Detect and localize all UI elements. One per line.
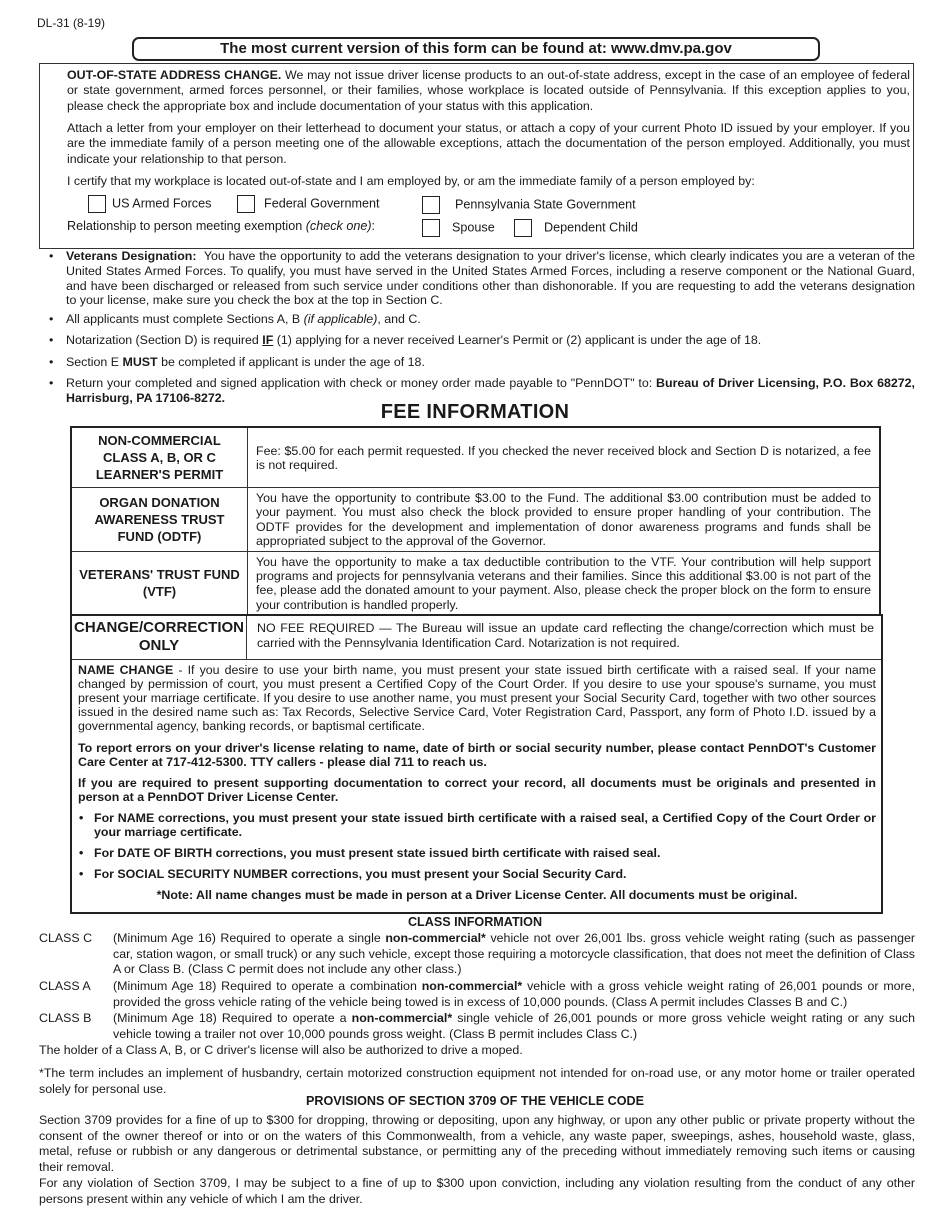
sections-tail: , and C. — [377, 312, 421, 326]
employer-us-armed-forces[interactable] — [88, 195, 211, 213]
class-c-description — [113, 931, 915, 978]
checkbox-federal-government[interactable] — [237, 195, 255, 213]
relationship-dependent-child[interactable] — [514, 219, 638, 237]
relationship-colon: : — [371, 219, 376, 233]
provisions-paragraph-2: For any violation of Section 3709, I may be subject to a fine of up to $300 upon conviction, including any violation resulting from the conduct of any other persons present within any vehicle of which I am the driver. — [39, 1176, 915, 1206]
change-correction-note: NO FEE REQUIRED — The Bureau will issue an update card reflecting the change/correction which must be carried with the Pennsylvania Identification Card. Notarization is not required. — [257, 621, 874, 650]
class-a-row — [39, 979, 915, 1010]
relationship-spouse[interactable] — [422, 219, 495, 237]
bullet-return: • Return your completed and signed application with check or money order made payable to "PennDOT" to: Bureau of Driver Licensing, P.O. Box 68272, Harrisburg, PA 17106-8272. — [49, 376, 915, 405]
supporting-docs-paragraph: If you are required to present supporting documentation to correct your record, all documents must be originals and presented in person at a PennDOT Driver License Center. — [78, 776, 876, 804]
class-b-row — [39, 1011, 915, 1042]
return-text: Return your completed and signed application with check or money order made payable to "PennDOT" to: — [66, 376, 653, 390]
name-change-paragraph — [78, 664, 876, 734]
sections-optional: (if applicable) — [303, 312, 378, 326]
form-url-banner: The most current version of this form can be found at: www.dmv.pa.gov — [132, 37, 820, 61]
bullet-section-e: • Section E MUST be completed if applicant is under the age of 18. — [49, 355, 425, 369]
class-c-row — [39, 931, 915, 978]
form-id: DL-31 (8-19) — [37, 16, 106, 30]
moped-note: The holder of a Class A, B, or C driver's license will also be authorized to drive a moped. — [39, 1043, 523, 1057]
oos-heading: OUT-OF-STATE ADDRESS CHANGE. — [67, 68, 282, 82]
label-dependent-child: Dependent Child — [544, 220, 638, 235]
provisions-paragraph-1: Section 3709 provides for a fine of up to $300 for dropping, throwing or depositing, upon any highway, or upon any other public or private property without the consent of the owner thereof or into or on the waters of this Commonwealth, from a vehicle, any waste paper, sweepings, ashes, household waste, glass, metal, refuse or rubbish or any dangerous or detrimental substance, or permitting any of the preceding without immediately removing such items or causing their removal. — [39, 1113, 915, 1174]
class-b-key: CLASS B — [39, 1011, 92, 1025]
out-of-state-section — [39, 63, 914, 249]
fee-information-title: FEE INFORMATION — [380, 401, 570, 423]
correction-item-text: For NAME corrections, you must present your state issued birth certificate with a raised seal, a Certified Copy of the Court Order or your marriage certificate. — [94, 811, 876, 839]
section-e-must: MUST — [122, 355, 158, 369]
correction-footnote: *Note: All name changes must be made in person at a Driver License Center. All documents must be original. — [156, 888, 798, 902]
term-note: *The term includes an implement of husbandry, certain motorized construction equipment not intended for on-road use, or any motor home or trailer operated solely for personal use. — [39, 1066, 915, 1096]
relationship-prefix: Relationship to person meeting exemption — [67, 219, 303, 233]
correction-item-text: For DATE OF BIRTH corrections, you must present state issued birth certificate with raised seal. — [94, 846, 661, 860]
change-correction-section — [70, 614, 883, 914]
errors-paragraph: To report errors on your driver's license relating to name, date of birth or social security number, please contact PennDOT's Customer Care Center at 717-412-5300. TTY callers - please dial 711 to reach us. — [78, 741, 876, 769]
checkbox-spouse[interactable] — [422, 219, 440, 237]
name-change-heading: NAME CHANGE — [78, 663, 174, 677]
employer-federal-government[interactable] — [237, 195, 380, 213]
fee-row-odtf — [71, 488, 880, 552]
fee-text: Fee: $5.00 for each permit requested. If you checked the never received block and Section D is notarized, a fee is not required. — [248, 427, 881, 488]
checkbox-us-armed-forces[interactable] — [88, 195, 106, 213]
provisions-title: PROVISIONS OF SECTION 3709 OF THE VEHICLE CODE — [306, 1094, 644, 1108]
class-c-noncommercial: non-commercial* — [385, 931, 486, 945]
class-c-text: (Minimum Age 16) Required to operate a single — [113, 931, 381, 945]
class-b-tail: single vehicle of 26,001 pounds or more gross vehicle weight rating or any such vehicle towing a trailer not over 10,000 pounds gross weight. (Class B permit includes Class C.) — [113, 1011, 915, 1041]
section-e-text: Section E — [66, 355, 120, 369]
checkbox-pa-state-government[interactable] — [422, 196, 440, 214]
notary-tail: (1) applying for a never received Learner's Permit or (2) applicant is under the age of 18. — [276, 333, 762, 347]
label-us-armed-forces: US Armed Forces — [112, 196, 212, 211]
change-correction-header — [72, 616, 881, 660]
employer-pa-state-government[interactable] — [422, 196, 636, 214]
class-b-text: (Minimum Age 18) Required to operate a — [113, 1011, 347, 1025]
relationship-row — [67, 219, 375, 233]
fee-text: You have the opportunity to contribute $3.00 to the Fund. The additional $3.00 contribution must be added to your payment. You must also check the block provided to ensure proper handling of your contribution. The ODTF provides for the development and implementation of donor awareness programs and funds shall be appropriated subject to the approval of the Governor. — [248, 488, 881, 552]
class-c-tail: vehicle not over 26,001 lbs. gross vehicle weight rating (such as passenger car, station wagon, or small truck) or any such vehicle, except those requiring a motorcycle classification, that does not meet the definition of Class A or Class B. (Class C permit does not include any other class.) — [113, 931, 916, 977]
correction-item-ssn: • For SOCIAL SECURITY NUMBER corrections, you must present your Social Security Card. — [79, 867, 627, 881]
veterans-heading: Veterans Designation: — [66, 249, 197, 263]
oos-paragraph-1 — [67, 68, 910, 114]
bullet-sections: • All applicants must complete Sections A, B (if applicable), and C. — [49, 312, 421, 326]
instructions-list — [45, 249, 915, 409]
fee-text: You have the opportunity to make a tax deductible contribution to the VTF. Your contribution will help support programs and projects for pennsylvania veterans and their families. Since this additional $3.00 is not part of the fee, please add the donated amount to your payment. Also, please check the proper block on the form to ensure your contribution is handled properly. — [248, 551, 881, 615]
section-e-tail: be completed if applicant is under the age of 18. — [161, 355, 425, 369]
class-a-tail: vehicle with a gross vehicle weight rating of 26,001 pounds or more, provided the gross vehicle rating of the vehicle being towed is in excess of 10,000 pounds. (Class A permit includes Classes B and C.) — [113, 979, 915, 1009]
fee-table — [70, 426, 881, 616]
class-a-description — [113, 979, 915, 1010]
oos-text-1: We may not issue driver license products to an out-of-state address, except in the case of an employee of federal or state government, armed forces personnel, or their families, whose workplace is located outside of Pennsylvania. If this exception applies to you, please check the appropriate box and include documentation of your status with this application. — [67, 68, 910, 113]
class-b-description — [113, 1011, 915, 1042]
checkbox-dependent-child[interactable] — [514, 219, 532, 237]
correction-item-dob: • For DATE OF BIRTH corrections, you must present state issued birth certificate with raised seal. — [79, 846, 661, 860]
return-address: Bureau of Driver Licensing, P.O. Box 68272, Harrisburg, PA 17106-8272. — [66, 376, 915, 405]
label-spouse: Spouse — [452, 220, 495, 235]
notary-text: Notarization (Section D) is required — [66, 333, 259, 347]
veterans-text: You have the opportunity to add the veterans designation to your driver's license, which clearly indicates you are a veteran of the United States Armed Forces. To qualify, you must have served in the United States Armed Forces, including a reserve component or the National Guard, and have been discharged or released from such service under conditions other than dishonorable. If you are requesting to add the veterans designation to your license, make sure you check the box at the top in Section C. — [66, 249, 916, 308]
class-a-noncommercial: non-commercial* — [421, 979, 523, 993]
label-pa-state-government: Pennsylvania State Government — [455, 197, 636, 212]
fee-label: ORGAN DONATION AWARENESS TRUST FUND (ODTF) — [71, 488, 248, 552]
fee-label: VETERANS' TRUST FUND (VTF) — [71, 551, 248, 615]
bullet-veterans: • Veterans Designation: You have the opportunity to add the veterans designation to your driver's license, which clearly indicates you are a veteran of the United States Armed Forces. To qualify, you must have served in the United States Armed Forces, including a reserve component or the National Guard, and have been discharged or released from such service under conditions other than dishonorable. If you are requesting to add the veterans designation to your license, make sure you check the box at the top in Section C. — [49, 249, 916, 308]
class-a-text: (Minimum Age 18) Required to operate a combination — [113, 979, 417, 993]
relationship-hint: (check one) — [305, 219, 372, 233]
oos-certify: I certify that my workplace is located out-of-state and I am employed by, or am the immediate family of a person employed by: — [67, 174, 755, 188]
bullet-notarization: • Notarization (Section D) is required IF (1) applying for a never received Learner's Permit or (2) applicant is under the age of 18. — [49, 333, 762, 347]
label-federal-government: Federal Government — [264, 196, 380, 211]
name-change-text: - If you desire to use your birth name, you must present your state issued birth certificate with a raised seal. If your name changed by permission of court, you must present a Certified Copy of the Court Order. If you desire to use your spouse's surname, you must present your marriage certificate. If you desire to use another name, you must present your Social Security Card, together with two other sources issued in the desired name such as: Tax Records, Selective Service Card, Voter Registration Card, Passport, any form of Photo I.D. issued by a governmental agency, banking records, or baptismal certificate. — [78, 663, 877, 733]
fee-row-learners-permit — [71, 427, 880, 488]
correction-item-text: For SOCIAL SECURITY NUMBER corrections, you must present your Social Security Card. — [94, 867, 627, 881]
sections-text: All applicants must complete Sections A, B — [66, 312, 301, 326]
correction-item-name: • For NAME corrections, you must present your state issued birth certificate with a raised seal, a Certified Copy of the Court Order or your marriage certificate. — [79, 811, 876, 839]
fee-label: NON-COMMERCIAL CLASS A, B, OR C LEARNER'S PERMIT — [71, 427, 248, 488]
fee-row-vtf — [71, 551, 880, 615]
change-correction-label: CHANGE/CORRECTION ONLY — [72, 616, 247, 659]
notary-if: IF — [262, 333, 274, 347]
class-a-key: CLASS A — [39, 979, 91, 993]
class-c-key: CLASS C — [39, 931, 93, 945]
oos-paragraph-2: Attach a letter from your employer on their letterhead to document your status, or attach a copy of your current Photo ID issued by your employer. If you are the immediate family of a person meeting one of the allowable exceptions, attach the documentation of the person employed. Additionally, you must indicate your relationship to that person. — [67, 121, 910, 166]
class-information-title: CLASS INFORMATION — [407, 915, 543, 929]
class-b-noncommercial: non-commercial* — [351, 1011, 453, 1025]
